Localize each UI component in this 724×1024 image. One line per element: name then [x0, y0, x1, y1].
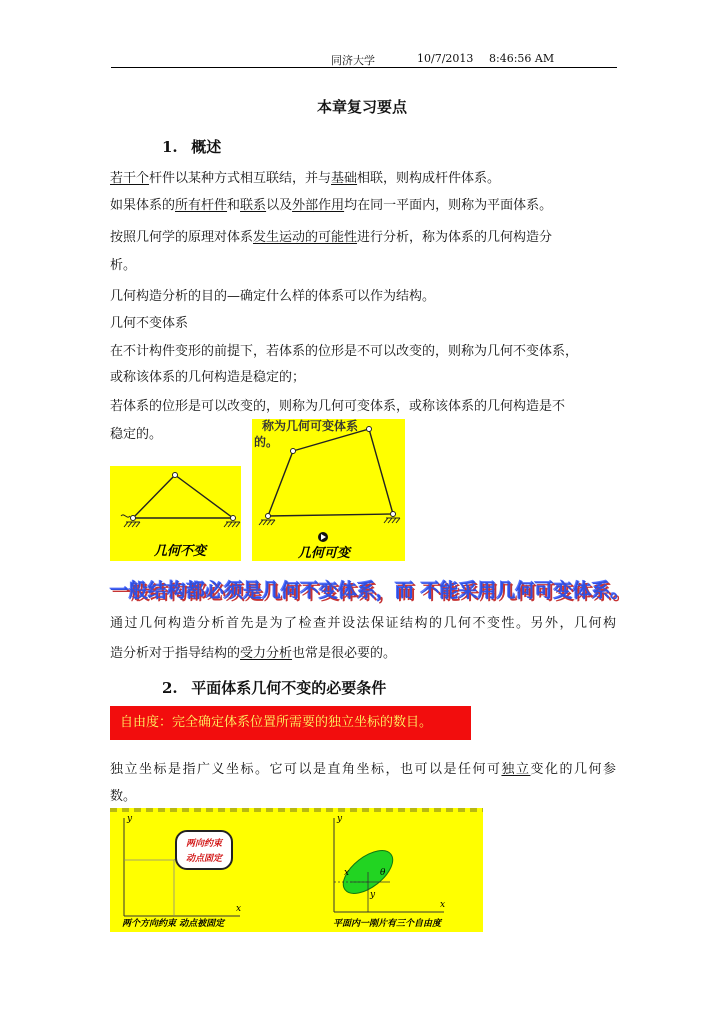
- header-rule: [111, 67, 617, 68]
- callout-line-2: 动点固定: [185, 854, 222, 864]
- paragraph-3-line-2: 数。: [110, 789, 137, 804]
- section-number: 2.: [162, 679, 178, 697]
- page-title: 本章复习要点: [316, 98, 407, 116]
- paragraph-2-line-1: 通过几何构造分析首先是为了检查并设法保证结构的几何不变性。另外，几何构: [110, 616, 616, 631]
- header-institution: 同济大学: [331, 54, 375, 67]
- paragraph-line-4: 析。: [110, 258, 137, 273]
- figure-unstable-frame: [252, 419, 405, 561]
- text-run: 均在同一平面内，则称为平面体系。: [344, 198, 553, 213]
- angle-label-theta: θ: [380, 868, 386, 878]
- section-number: 1.: [162, 138, 178, 156]
- paragraph-line-6: 几何不变体系: [110, 316, 189, 331]
- term-underlined: 发生运动的可能性: [253, 230, 358, 245]
- axis-label-y-right: y: [337, 814, 343, 824]
- coordinate-label-y: y: [370, 890, 376, 900]
- figure-caption-left: 两个方向约束 动点被固定: [122, 919, 225, 929]
- paragraph-line-1: [110, 166, 616, 192]
- term-underlined: 基础: [331, 171, 358, 186]
- figure-cropped-text: [110, 808, 483, 812]
- paragraph-line-5: 几何构造分析的目的—确定什么样的体系可以作为结构。: [110, 289, 436, 304]
- paragraph-line-3: [110, 225, 616, 251]
- paragraph-line-9: 若体系的位形是可以改变的，则称为几何可变体系，或称该体系的几何构造是不: [110, 399, 566, 414]
- definition-box: 自由度：完全确定体系位置所需要的独立坐标的数目。: [110, 706, 471, 740]
- header-time: 8:46:56 AM: [489, 52, 555, 65]
- text-run: 和: [227, 198, 241, 213]
- text-run: 也常是很必要的。: [292, 646, 397, 661]
- coordinate-label-x: x: [344, 868, 350, 878]
- axis-label-y: y: [127, 814, 133, 824]
- term-underlined: 外部作用: [292, 198, 345, 213]
- callout-bubble: [175, 830, 233, 870]
- text-run: 相联，则构成杆件体系。: [357, 171, 501, 186]
- axis-label-x-right: x: [440, 900, 446, 910]
- figure-caption-stable: 几何不变: [154, 544, 207, 559]
- section-title: 平面体系几何不变的必要条件: [191, 679, 387, 697]
- text-run: 造分析对于指导结构的: [110, 646, 241, 661]
- figure-partial-text: 的。: [254, 435, 279, 449]
- term-underlined: 若干个: [110, 171, 150, 186]
- paragraph-line-7: 在不计构件变形的前提下，若体系的位形是不可以改变的，则称为几何不变体系，: [110, 344, 579, 359]
- emphasis-banner: 一般结构都必须是几何不变体系，而 不能采用几何可变体系。: [110, 580, 630, 602]
- text-run: 按照几何学的原理对体系: [110, 230, 254, 245]
- section-2-heading: [162, 677, 386, 698]
- figure-caption-right: 平面内一刚片有三个自由度: [333, 919, 442, 929]
- paragraph-3-line-1: [110, 757, 616, 783]
- text-run: 变化的几何参: [530, 762, 616, 777]
- coordinate-diagrams: [110, 808, 483, 932]
- text-run: 进行分析，称为体系的几何构造分: [357, 230, 553, 245]
- text-run: 杆件以某种方式相互联结，并与: [149, 171, 332, 186]
- text-run: 独立坐标是指广义坐标。它可以是直角坐标，也可以是任何可: [110, 762, 502, 777]
- paragraph-2-line-2: [110, 641, 616, 667]
- axis-label-x: x: [236, 904, 242, 914]
- text-run: 如果体系的: [110, 198, 176, 213]
- term-underlined: 受力分析: [240, 646, 293, 661]
- paragraph-line-2: [110, 193, 616, 219]
- term-underlined: 所有杆件: [175, 198, 228, 213]
- figure-stable-truss: [110, 466, 241, 561]
- section-1-heading: [162, 136, 221, 157]
- header-date: 10/7/2013: [417, 52, 474, 65]
- figure-degrees-of-freedom: [110, 808, 483, 932]
- callout-line-1: 两向约束: [185, 839, 222, 849]
- section-title: 概述: [191, 138, 222, 156]
- text-run: 以及: [266, 198, 293, 213]
- term-underlined: 联系: [240, 198, 267, 213]
- paragraph-line-10: 稳定的。: [110, 427, 163, 442]
- figure-caption-unstable: 几何可变: [298, 546, 351, 561]
- term-underlined: 独立: [501, 762, 531, 777]
- paragraph-line-8: 或称该体系的几何构造是稳定的；: [110, 370, 306, 385]
- figure-partial-text: 称为几何可变体系: [262, 419, 359, 433]
